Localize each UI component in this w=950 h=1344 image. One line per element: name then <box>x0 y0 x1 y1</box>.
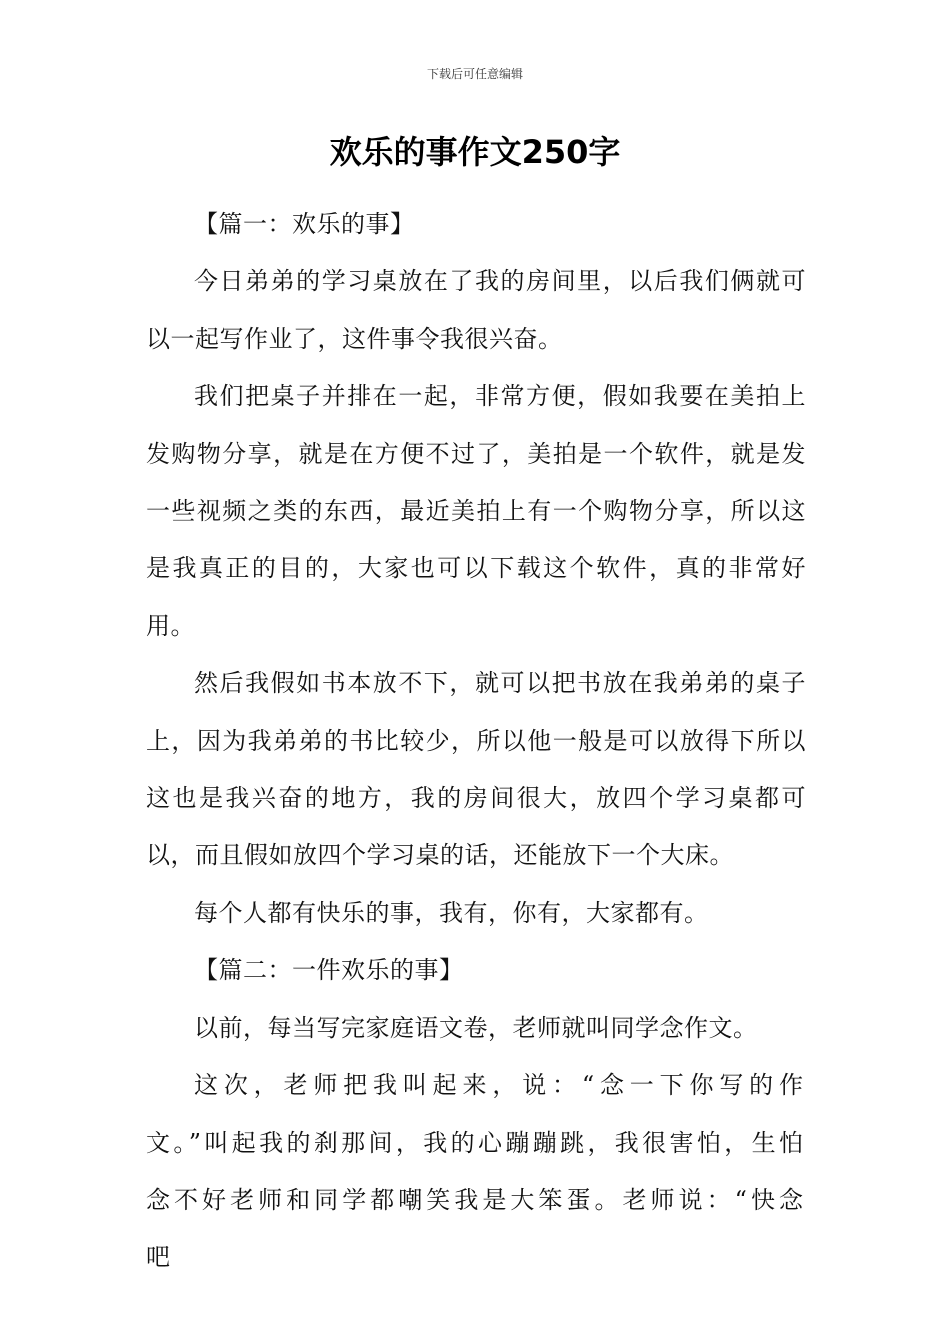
document-title: 欢乐的事作文250字 <box>329 133 621 171</box>
paragraph: 以前，每当写完家庭语文卷，老师就叫同学念作文。 <box>194 1013 758 1042</box>
document-body <box>146 196 806 1287</box>
paragraph: 我们把桌子并排在一起，非常方便，假如我要在美拍上发购物分享，就是在方便不过了，美拍是一个软件，就是发一些视频之类的东西，最近美拍上有一个购物分享，所以这是我真正的目的，大家也可以下载这个软件，真的非常好用。 <box>146 382 806 640</box>
section-heading-2: 【篇二：一件欢乐的事】 <box>194 956 464 985</box>
header-note: 下载后可任意编辑 <box>426 67 523 81</box>
paragraph: 然后我假如书本放不下，就可以把书放在我弟弟的桌子上，因为我弟弟的书比较少，所以他一般是可以放得下所以这也是我兴奋的地方，我的房间很大，放四个学习桌都可以，而且假如放四个学习桌的话，还能放下一个大床。 <box>146 669 806 870</box>
paragraph: 今日弟弟的学习桌放在了我的房间里，以后我们俩就可以一起写作业了，这件事令我很兴奋。 <box>146 267 806 353</box>
section-heading-1: 【篇一：欢乐的事】 <box>194 210 415 238</box>
paragraph: 这次，老师把我叫起来，说：“念一下你写的作文。”叫起我的刹那间，我的心蹦蹦跳，我很害怕，生怕念不好老师和同学都嘲笑我是大笨蛋。老师说：“快念吧 <box>146 1071 806 1272</box>
paragraph: 每个人都有快乐的事，我有，你有，大家都有。 <box>194 898 709 927</box>
